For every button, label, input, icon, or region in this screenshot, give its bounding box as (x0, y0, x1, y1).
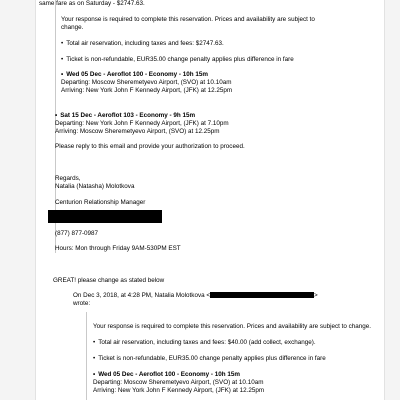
reply-request: Please reply to this email and provide your authorization to proceed. (55, 143, 245, 150)
notice-text-cont: change. (61, 24, 84, 31)
redacted-email (210, 292, 314, 298)
notice-text: Your response is required to complete this reservation. Prices and availability are subject to (61, 16, 315, 23)
flight1-title: • Wed 05 Dec - Aeroflot 100 - Economy - 10h 15m (61, 71, 208, 78)
quoted-ticket-note: • Ticket is non-refundable, EUR35.00 change penalty applies plus difference in fare (93, 355, 326, 362)
flight2-depart: Departing: New York John F Kennedy Airport, (JFK) at 7.10pm (55, 120, 229, 127)
flight2-arrive: Arriving: Moscow Sheremetyevo Airport, (SVO) at 12.25pm (55, 128, 220, 135)
flight1-arrive: Arriving: New York John F Kennedy Airport, (JFK) at 12.25pm (61, 87, 233, 94)
quote-header: On Dec 3, 2018, at 4:28 PM, Natalia Molotkova < > (73, 292, 318, 299)
signature-title: Centurion Relationship Manager (55, 199, 146, 206)
quoted-total-fare: • Total air reservation, including taxes and fees: $40.00 (add collect, exchange). (93, 339, 316, 346)
quoted-flight1-depart: Departing: Moscow Sheremetyevo Airport, (SVO) at 10.10am (93, 379, 264, 386)
ticket-note-line: • Ticket is non-refundable, EUR35.00 change penalty applies plus difference in fare (61, 56, 294, 63)
quote-wrote: wrote: (73, 300, 91, 307)
signature-name: Natalia (Natasha) Molotkova (55, 183, 135, 190)
quoted-flight1-arrive: Arriving: New York John F Kennedy Airport, (JFK) at 12.25pm (93, 387, 265, 394)
quoted-flight1-title: • Wed 05 Dec - Aeroflot 100 - Economy - 10h 15m (93, 371, 240, 378)
email-document (36, 0, 384, 400)
signature-regards: Regards, (55, 175, 81, 182)
top-fragment: same fare as on Saturday - $2747.63. (39, 0, 145, 7)
total-fare-line: • Total air reservation, including taxes and fees: $2747.63. (61, 40, 224, 47)
reply-message: GREAT! please change as stated below (53, 277, 165, 284)
flight2-title: • Sat 15 Dec - Aeroflot 103 - Economy - 9h 15m (55, 112, 195, 119)
quoted-notice: Your response is required to complete this reservation. Prices and availability are subject to change. (93, 323, 372, 330)
signature-hours: Hours: Mon through Friday 9AM-530PM EST (55, 245, 181, 252)
redacted-block (48, 210, 162, 223)
flight1-depart: Departing: Moscow Sheremetyevo Airport, (SVO) at 10.10am (61, 79, 232, 86)
signature-phone: (877) 877-0987 (55, 230, 99, 237)
